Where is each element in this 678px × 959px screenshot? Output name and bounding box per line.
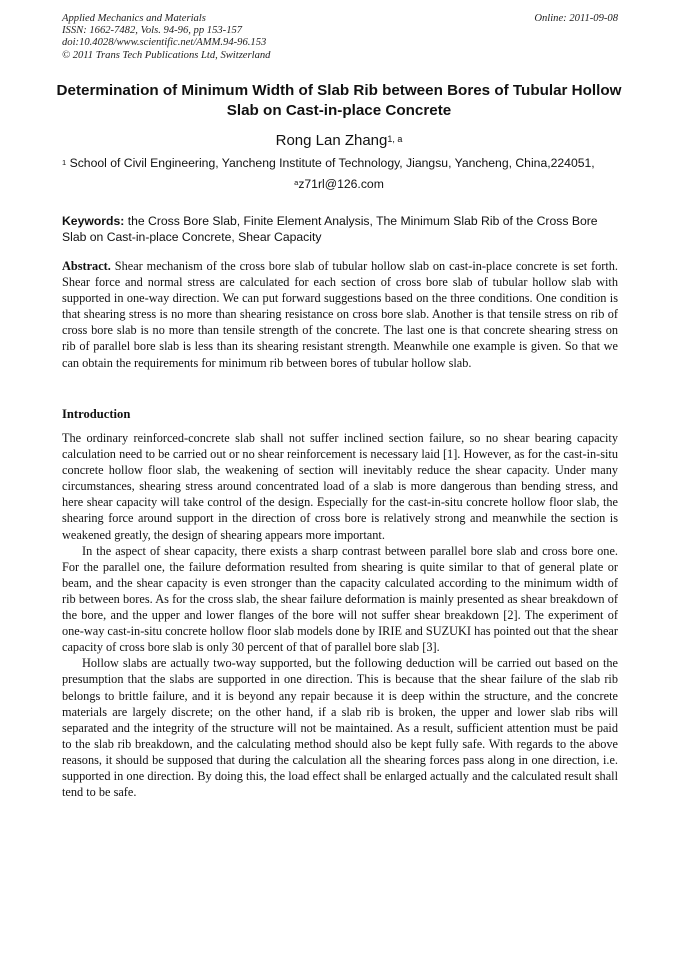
email-superscript: a [294,178,299,187]
abstract-text: Shear mechanism of the cross bore slab of tubular hollow slab on cast-in-place concrete is set forth. Shear force and normal stress are calculated for each section of cross bore slab of tubular hollow slab with supported in one-way direction. We can put forward suggestions based on the three conditions. One condition is that shearing stress is no more than shearing resistance on cross bore slab. Another is that tensile stress on rib of cross bore slab is no more than tensile strength of the concrete. The last one is that concrete shearing stress on rib of parallel bore slab is less than its shearing resistant strength. Meanwhile one example is given. So that we can obtain the requirements for minimum rib between bores of tubular hollow slab. [62,259,618,370]
author-line [0,132,678,149]
journal-issn: ISSN: 1662-7482, Vols. 94-96, pp 153-157 [62,25,243,37]
author-email [0,177,678,191]
paper-title: Determination of Minimum Width of Slab Rib between Bores of Tubular Hollow Slab on Cast-in-place Concrete [56,82,622,119]
keywords [62,213,618,245]
online-date: Online: 2011-09-08 [534,13,618,24]
email-text: z71rl@126.com [298,177,384,191]
introduction-body [62,430,618,800]
keywords-text: the Cross Bore Slab, Finite Element Analysis, The Minimum Slab Rib of the Cross Bore Slab on Cast-in-place Concrete, Shear Capacity [62,214,598,244]
paragraph: Hollow slabs are actually two-way supported, but the following deduction will be carried out based on the presumption that the slabs are supported in one direction. This is because that the shear failure of the slab rib belongs to brittle failure, and it is beyond any repair because it is deep within the structure, and the concrete materials are largely discrete; on the other hand, if a slab rib is broken, the upper and lower slab ribs will separated and the integrity of the structure will not be maintained. As a result, sufficient attention must be paid to the slab rib breakdown, and the calculating method should also be kept fully safe. With regards to the above reasons, it should be supposed that during the calculation all the shearing forces pass along in one direction, i.e. supported in one direction. By doing this, the load effect shall be enlarged actually and the calculated result shall tend to be safe. [62,656,618,800]
journal-copyright: © 2011 Trans Tech Publications Ltd, Switzerland [62,49,271,61]
section-heading-introduction: Introduction [62,407,131,421]
journal-header [62,13,618,62]
journal-name: Applied Mechanics and Materials [62,13,206,24]
author-superscript: 1, a [387,134,403,144]
paragraph: In the aspect of shear capacity, there exists a sharp contrast between parallel bore slab and cross bore one. For the parallel one, the failure deformation resulted from shearing is quite similar to that of general plate or beam, and the shear capacity is even stronger than the capacity calculated according to the minimum width of rib between bores. As for the cross slab, the shear failure deformation is mainly presented as shear breakdown of the bore, and the upper and lower flanges of the bore will not suffer shear breakdown [2]. The experiment of one-way cast-in-situ concrete hollow floor slab models done by IRIE and SUZUKI has pointed out that the shear capacity of cross bore slab is only 30 percent of that of parallel bore slab [3]. [62,543,618,655]
affiliation [62,156,642,172]
keywords-label: Keywords: [62,214,125,228]
affiliation-superscript: 1 [62,158,67,167]
journal-doi: doi:10.4028/www.scientific.net/AMM.94-96.153 [62,37,267,49]
paragraph: The ordinary reinforced-concrete slab shall not suffer inclined section failure, so no shear bearing capacity calculation need to be carried out or no shear reinforcement is necessary laid [1]. However, as for the cast-in-situ concrete hollow floor slab, the weakening of section will inevitably reduce the shear capacity. Under many circumstances, shearing stress around concentrated load of a slab is more dangerous than bending stress, and here shear capacity will take control of the design. Especially for the cast-in-situ concrete hollow floor slab, the shearing force around support in the direction of cross bore is relatively strong and meanwhile the section is weakened greatly, the design of shearing appears more important. [62,431,618,542]
affiliation-text: School of Civil Engineering, Yancheng Institute of Technology, Jiangsu, Yancheng, China,224051, [69,156,595,170]
author-name: Rong Lan Zhang [275,132,388,149]
abstract-label: Abstract. [62,259,111,273]
abstract [62,258,618,371]
